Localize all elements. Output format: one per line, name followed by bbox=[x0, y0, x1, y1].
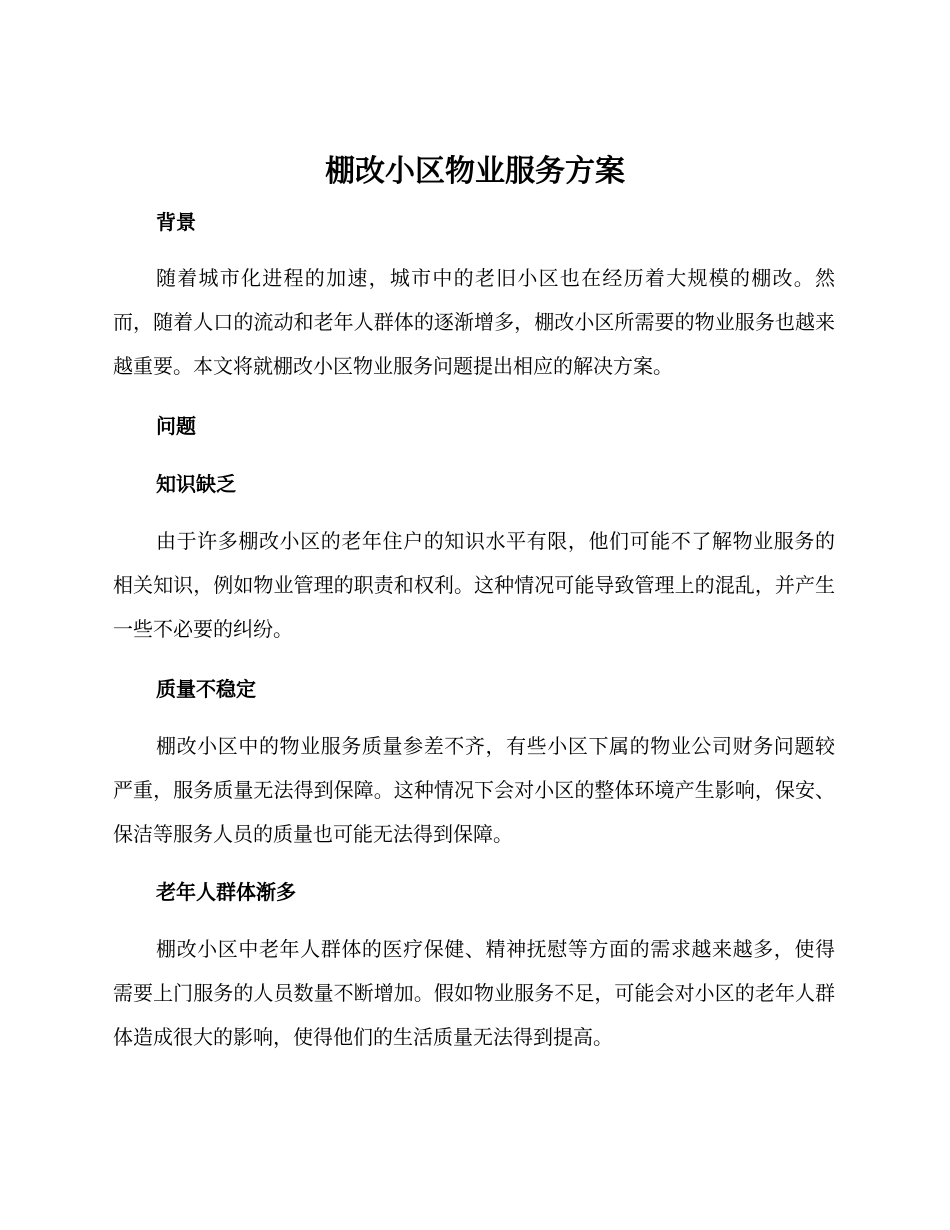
subsection-heading-quality: 质量不稳定 bbox=[156, 677, 256, 701]
paragraph-elderly: 棚改小区中老年人群体的医疗保健、精神抚慰等方面的需求越来越多，使得需要上门服务的人员数量不断增加。假如物业服务不足，可能会对小区的老年人群体造成很大的影响，使得他们的生活质量无法得到提高。 bbox=[113, 937, 835, 1049]
section-heading-problems: 问题 bbox=[156, 414, 196, 438]
page-title: 棚改小区物业服务方案 bbox=[325, 154, 625, 189]
subsection-heading-knowledge: 知识缺乏 bbox=[156, 472, 236, 496]
section-heading-background: 背景 bbox=[156, 210, 196, 234]
paragraph-knowledge: 由于许多棚改小区的老年住户的知识水平有限，他们可能不了解物业服务的相关知识，例如物业管理的职责和权利。这种情况可能导致管理上的混乱，并产生一些不必要的纠纷。 bbox=[113, 529, 835, 641]
paragraph-quality: 棚改小区中的物业服务质量参差不齐，有些小区下属的物业公司财务问题较严重，服务质量无法得到保障。这种情况下会对小区的整体环境产生影响，保安、保洁等服务人员的质量也可能无法得到保障。 bbox=[113, 734, 835, 846]
paragraph-background: 随着城市化进程的加速，城市中的老旧小区也在经历着大规模的棚改。然而，随着人口的流动和老年人群体的逐渐增多，棚改小区所需要的物业服务也越来越重要。本文将就棚改小区物业服务问题提出相应的解决方案。 bbox=[113, 266, 835, 378]
subsection-heading-elderly: 老年人群体渐多 bbox=[156, 880, 296, 904]
